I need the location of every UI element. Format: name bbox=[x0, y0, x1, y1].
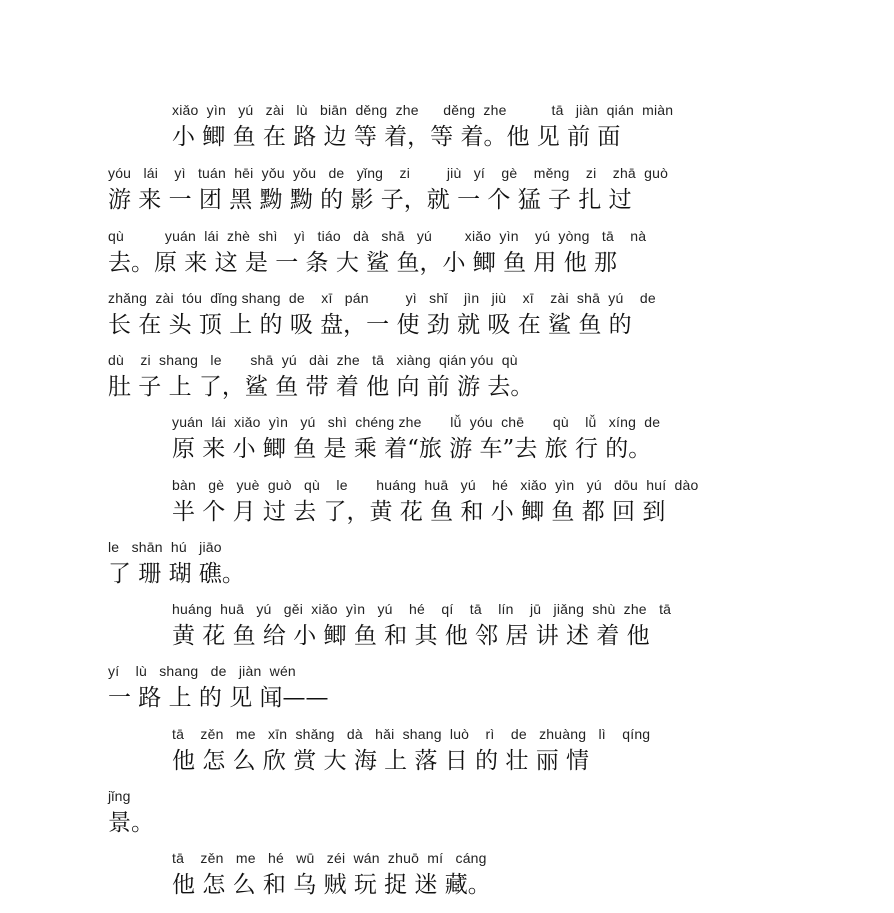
pinyin-line: bàn gè yuè guò qù le huáng huā yú hé xiǎo yìn yú dōu huí dào bbox=[172, 477, 699, 493]
pinyin-line: qù yuán lái zhè shì yì tiáo dà shā yú xiǎo yìn yú yòng tā nà bbox=[108, 228, 647, 244]
pinyin-line: le shān hú jiāo bbox=[108, 539, 222, 555]
hanzi-line: 了 珊 瑚 礁。 bbox=[108, 561, 245, 587]
pinyin-line: jǐng bbox=[108, 788, 131, 804]
hanzi-line: 景。 bbox=[108, 810, 154, 836]
pinyin-line: zhǎng zài tóu dǐng shang de xī pán yì shǐ jìn jiù xī zài shā yú de bbox=[108, 290, 656, 306]
hanzi-line: 肚 子 上 了，鲨 鱼 带 着 他 向 前 游 去。 bbox=[108, 374, 534, 400]
hanzi-line: 去。原 来 这 是 一 条 大 鲨 鱼，小 鲫 鱼 用 他 那 bbox=[108, 250, 618, 276]
hanzi-line: 他 怎 么 和 乌 贼 玩 捉 迷 藏。 bbox=[172, 872, 491, 898]
pinyin-line: yí lù shang de jiàn wén bbox=[108, 663, 296, 679]
pinyin-line: xiǎo yìn yú zài lù biān děng zhe děng zhe tā jiàn qián miàn bbox=[172, 102, 674, 118]
pinyin-line: yóu lái yì tuán hēi yǒu yǒu de yǐng zi jiù yí gè měng zi zhā guò bbox=[108, 165, 669, 181]
pinyin-line: tā zěn me hé wū zéi wán zhuō mí cáng bbox=[172, 850, 487, 866]
hanzi-line: 黄 花 鱼 给 小 鲫 鱼 和 其 他 邻 居 讲 述 着 他 bbox=[172, 623, 650, 649]
pinyin-line: dù zi shang le shā yú dài zhe tā xiàng qián yóu qù bbox=[108, 352, 518, 368]
pinyin-line: huáng huā yú gěi xiǎo yìn yú hé qí tā lín jū jiǎng shù zhe tā bbox=[172, 601, 672, 617]
pinyin-line: yuán lái xiǎo yìn yú shì chéng zhe lǚ yóu chē qù lǚ xíng de bbox=[172, 414, 661, 430]
pinyin-line: tā zěn me xīn shǎng dà hǎi shang luò rì de zhuàng lì qíng bbox=[172, 726, 651, 742]
hanzi-line: 他 怎 么 欣 赏 大 海 上 落 日 的 壮 丽 情 bbox=[172, 748, 590, 774]
hanzi-line: 小 鲫 鱼 在 路 边 等 着，等 着。他 见 前 面 bbox=[172, 124, 621, 150]
hanzi-line: 原 来 小 鲫 鱼 是 乘 着“旅 游 车”去 旅 行 的。 bbox=[172, 436, 652, 462]
hanzi-line: 半 个 月 过 去 了，黄 花 鱼 和 小 鲫 鱼 都 回 到 bbox=[172, 499, 666, 525]
hanzi-line: 长 在 头 顶 上 的 吸 盘，一 使 劲 就 吸 在 鲨 鱼 的 bbox=[108, 312, 632, 338]
hanzi-line: 一 路 上 的 见 闻—— bbox=[108, 685, 329, 711]
hanzi-line: 游 来 一 团 黑 黝 黝 的 影 子，就 一 个 猛 子 扎 过 bbox=[108, 187, 632, 213]
